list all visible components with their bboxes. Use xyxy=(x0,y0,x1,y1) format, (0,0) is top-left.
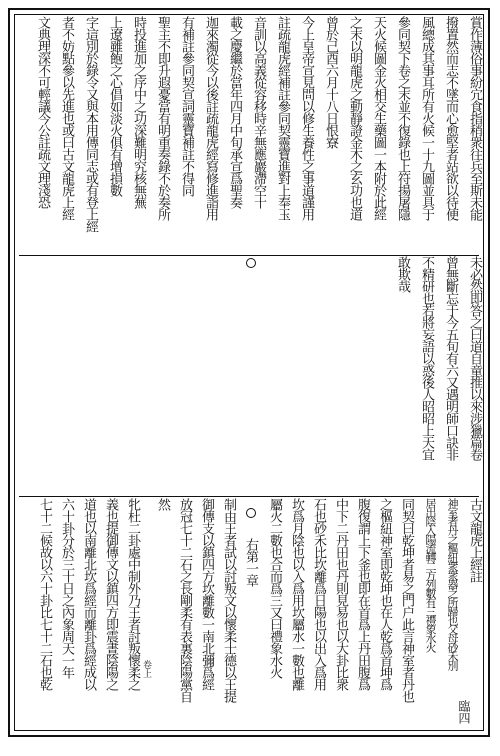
text-column: 制由王者試以討叛文以懷柔士德以王提 xyxy=(221,498,236,702)
chapter-title: 古文龍虎上經註 xyxy=(467,498,482,582)
text-column: 六十卦分於三十日之內象周天一年 xyxy=(59,498,74,678)
text-column: 聖主不即升遐憂當有明重奏錄不於奏所 xyxy=(155,16,170,220)
top-text-section xyxy=(12,16,488,234)
text-column: 神室者丹之樞紐衆衆器之所歸也父母砂禾別 xyxy=(446,498,459,669)
text-column: 石也砂禾比坎離爲日陽也以出入爲用 xyxy=(311,498,326,690)
text-column: 天火候圖金火相交生藥圖一本附於此經 xyxy=(371,16,386,220)
text-column: 有補註參同契宣詞靈寶補註不得同 xyxy=(179,16,194,196)
text-column: 之末以明龍虎之動靜證金木之玄功也道 xyxy=(347,16,362,220)
gutter-mark: 卷上 xyxy=(141,660,151,678)
text-column: 牝杜二卦處中制外乃王者討叛懷柔之 xyxy=(125,498,140,690)
text-column: 曾無斷忘于今五旬有六又遇明師口訣非 xyxy=(443,256,458,460)
text-column: 腹復謂上下釜也即在首爲上丹田腹爲 xyxy=(355,498,370,690)
text-column: 道也以南離北坎爲經而離卦爲經成以 xyxy=(81,498,96,690)
text-column: 風總成其事耳所有火候一十九圖並具于 xyxy=(419,16,434,220)
text-column: 註疏龍虎經補註參同契靈寶進對上奉玉 xyxy=(275,16,290,220)
text-column: 敢欺哉 xyxy=(395,256,410,292)
text-column: 時投進加之序中之功深難明究核無蕪 xyxy=(131,16,146,208)
text-column: 撥置然而志不墜而心愈堅者站欲以待便 xyxy=(443,16,458,220)
text-column: 七十二候故以六十卦比七十二石也乾 xyxy=(37,498,52,690)
text-column: 音訓以高義從容移時辛無應巖滯空十 xyxy=(251,16,266,208)
text-column: 者不妨點參以先進也或曰古文龍虎上經 xyxy=(59,16,74,220)
text-column: 然 xyxy=(155,498,170,510)
text-column: 參同契下卷之末並不復錄也上符揚屠隱 xyxy=(395,16,410,220)
volume-stamp: 臨四 xyxy=(457,700,471,724)
text-column: 屬火二數也合而爲三又曰禮象水火 xyxy=(267,498,282,678)
text-column: 文典理深不可輕議今公註疏文理淺恐 xyxy=(35,16,50,208)
text-column: 載之慶繼於當年四月中旬承宣爲聖奏 xyxy=(227,16,242,208)
text-column: 字這別於錄令又與本用傳同志或有登上經 xyxy=(83,16,98,232)
text-column: 未必然即答之曰道自童推以來涉獵篇卷 xyxy=(467,256,482,460)
text-column: 中下二丹田也丹則見易也以大卦比衆 xyxy=(333,498,348,690)
text-column: 之樞紐神室即乾坤也在人乾爲首坤爲 xyxy=(377,498,392,690)
middle-text-section xyxy=(12,256,488,476)
section-divider-bottom xyxy=(19,496,479,497)
text-column: 今上皇帝宣見問以修生養性之事道謹用 xyxy=(299,16,314,220)
text-column: 曾於己酉六月十八日恨寮 xyxy=(323,16,338,148)
text-column: 賞作薄俗事紛宂食指稍衆往兵至斯未能 xyxy=(467,16,482,220)
text-column: 御傳支以鎮四方坎離數一南北彌爲經 xyxy=(199,498,214,690)
text-column: 迦來濁從今以後註疏龍虎經寫修進詣用 xyxy=(203,16,218,220)
text-column: 上遼雖飽之心倡如淡火俱有增損數 xyxy=(107,16,122,196)
text-column: 坎爲月陰也以入爲用坎屬水一數也離 xyxy=(289,498,304,690)
text-column: 同契曰乾坤者易之門户此言神室者丹也 xyxy=(399,498,414,702)
text-column: 居出陰入陽流轉二方列數有三禮象水火 xyxy=(424,498,437,651)
text-column: 放冠七十二石之長剛柔有表裏陰陽黨自 xyxy=(177,498,192,702)
bottom-text-section xyxy=(12,498,488,718)
chapter-heading: 右第一章 xyxy=(243,538,258,586)
text-column: 義也提御傳文以鎮四方即震晝陰陽之 xyxy=(103,498,118,690)
text-column: 不精研也若將妄語以惑後人昭昭上天宜 xyxy=(419,256,434,460)
